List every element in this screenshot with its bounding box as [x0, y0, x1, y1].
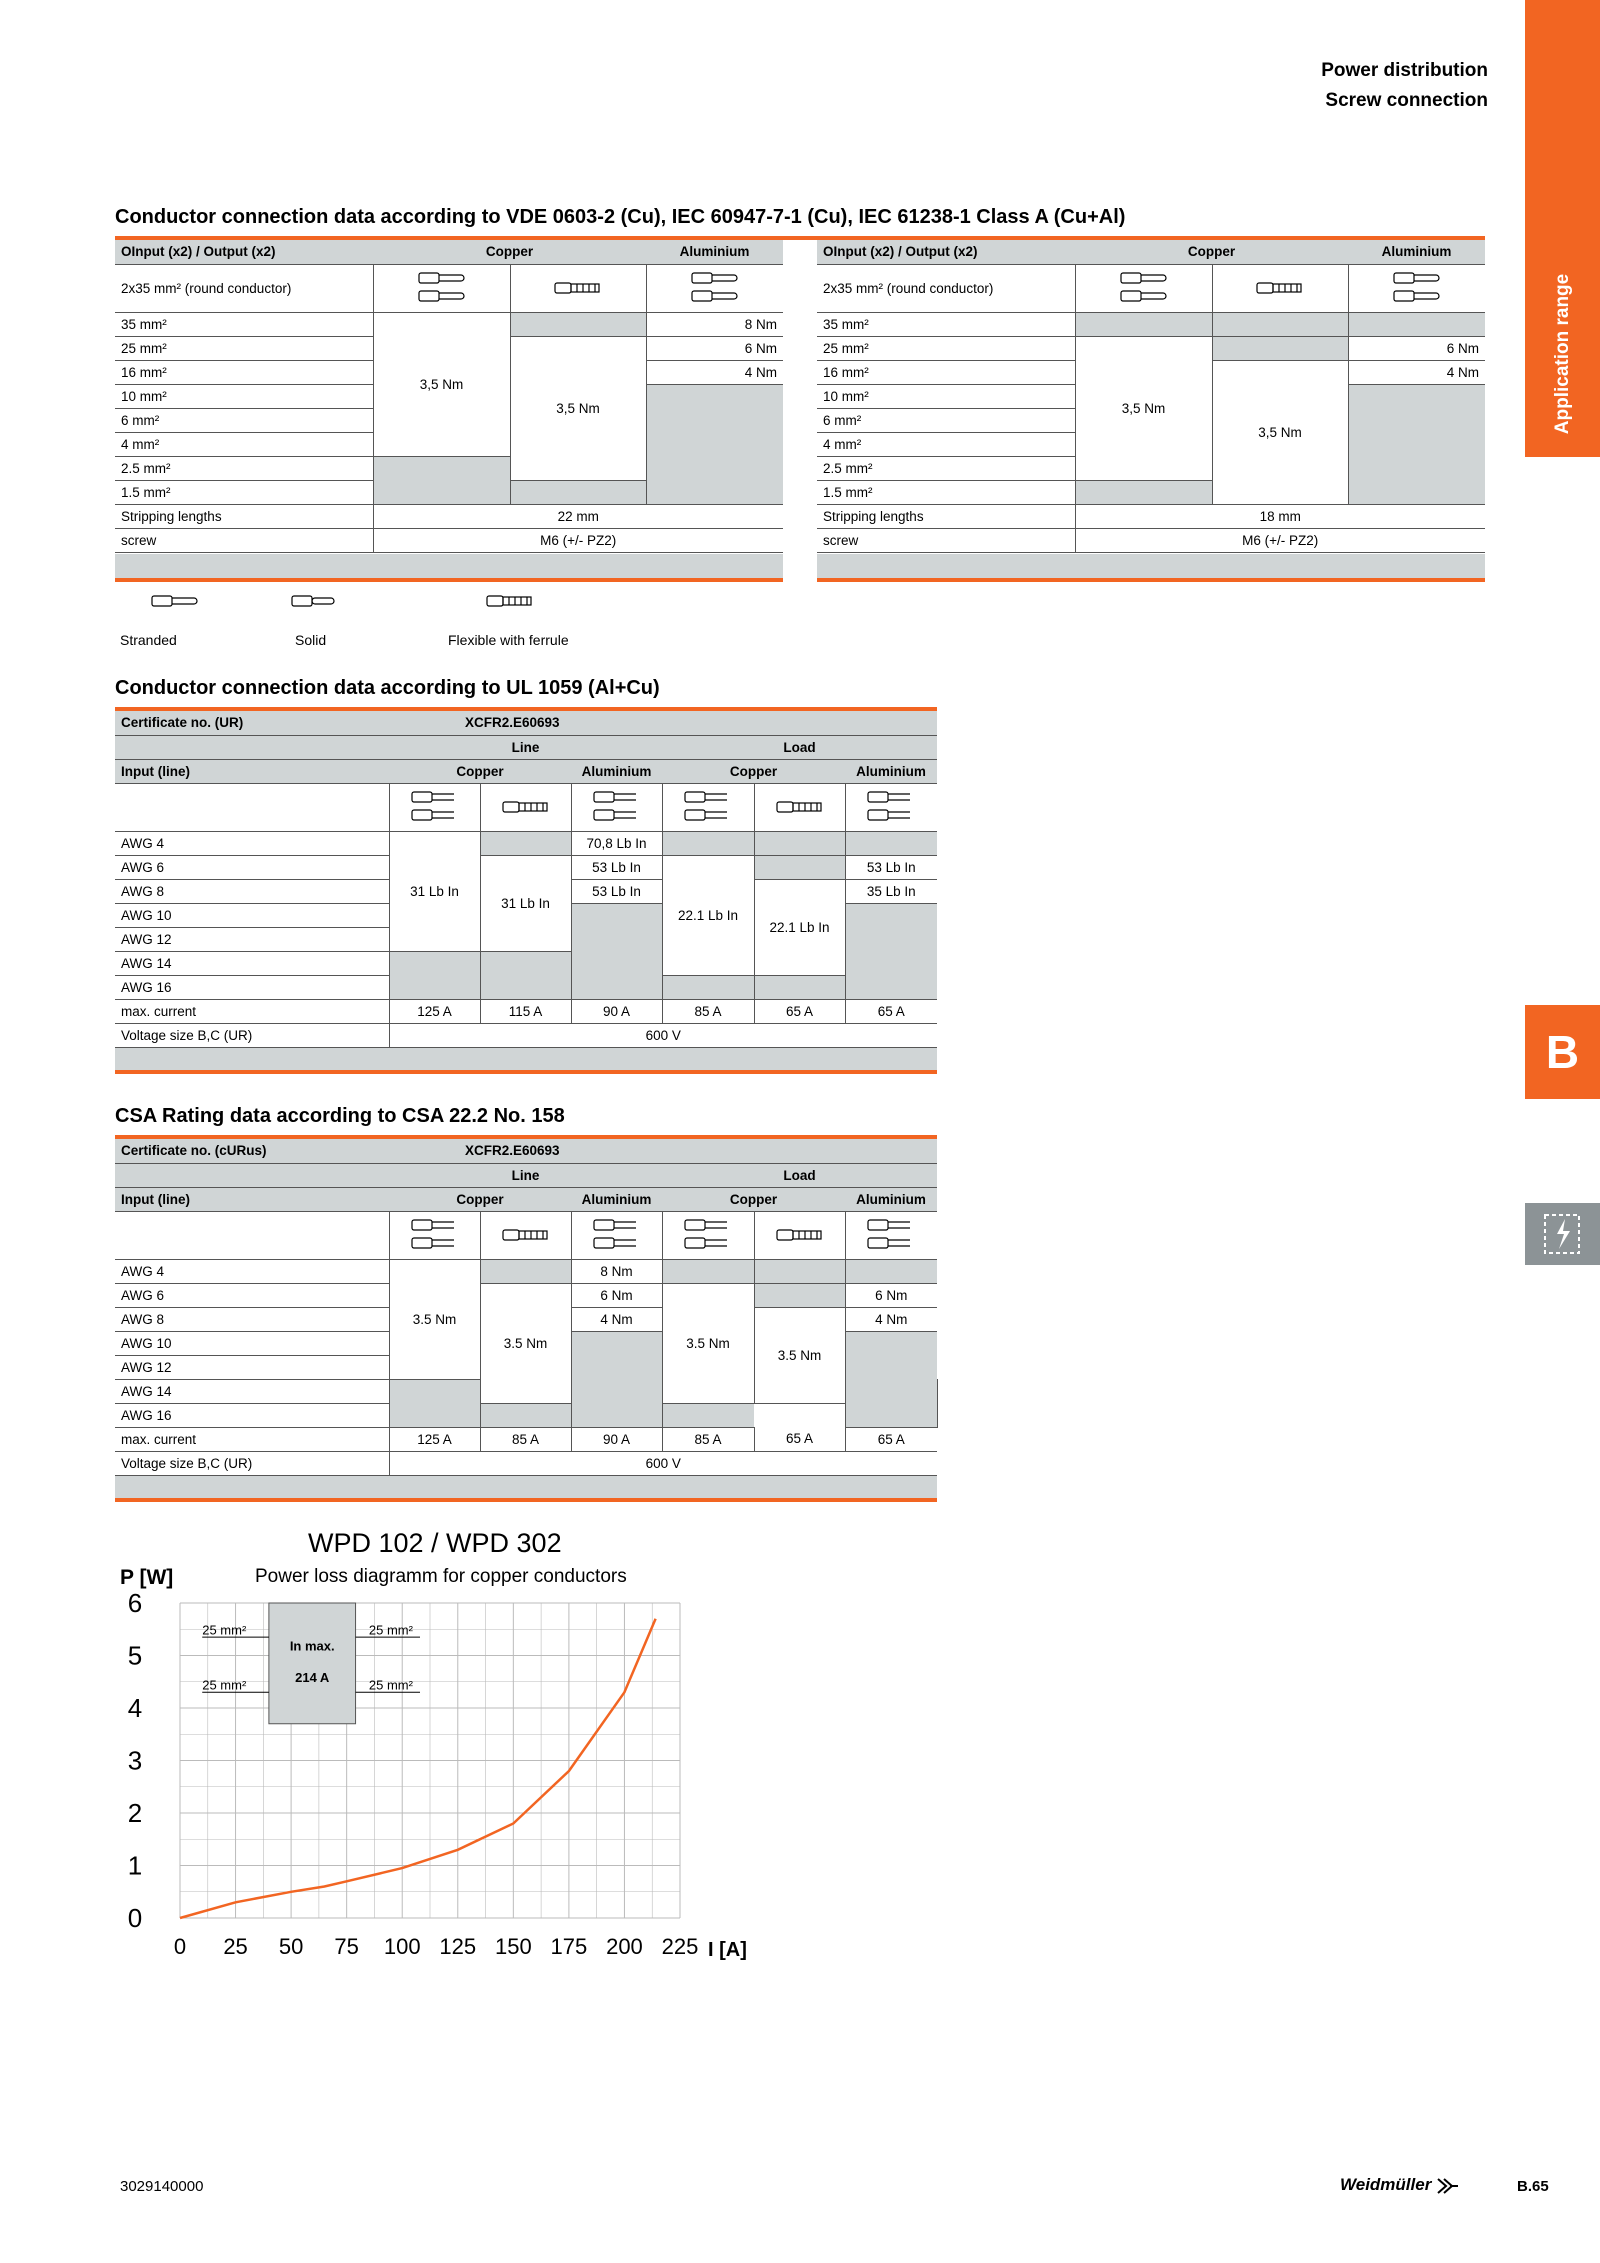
- vde-right-underline: [817, 578, 1485, 582]
- side-letter-b: B: [1525, 1005, 1600, 1099]
- box-left-bottom-label: 25 mm²: [202, 1677, 247, 1693]
- y-tick-label: 6: [127, 1588, 143, 1618]
- page-header: Power distribution Screw connection: [1321, 60, 1488, 111]
- ferrule-conductor-icon: [553, 279, 603, 297]
- footer-code: 3029140000: [120, 2178, 204, 2195]
- x-tick-label: 25: [223, 1934, 248, 1959]
- stranded-conductor-icon: [690, 270, 740, 306]
- chart-xlabel: I [A]: [708, 1939, 747, 1961]
- legend-solid: Solid: [295, 632, 327, 648]
- max-current-label: In max.: [289, 1638, 335, 1654]
- vde-right-band: [817, 554, 1485, 578]
- legend-ferrule: Flexible with ferrule: [448, 632, 569, 648]
- stranded-conductor-icon: [683, 1217, 733, 1253]
- stranded-conductor-icon: [1119, 270, 1169, 306]
- stranded-conductor-icon: [410, 789, 460, 825]
- y-tick-label: 1: [127, 1850, 143, 1881]
- csa-band: [115, 1476, 937, 1498]
- chart-grid: [180, 1603, 680, 1918]
- vde-title: Conductor connection data according to VDE 0603-2 (Cu), IEC 60947-7-1 (Cu), IEC 61238-1 Class A (Cu+Al): [115, 206, 1126, 228]
- x-tick-label: 150: [494, 1934, 532, 1959]
- stranded-conductor-icon: [866, 789, 916, 825]
- chart-current-box: [202, 1603, 420, 1724]
- x-tick-label: 225: [661, 1934, 699, 1959]
- box-right-bottom-label: 25 mm²: [368, 1677, 413, 1693]
- ferrule-conductor-icon: [1255, 279, 1305, 297]
- x-tick-label: 50: [278, 1934, 304, 1959]
- csa-underline: [115, 1498, 937, 1502]
- stranded-conductor-icon: [866, 1217, 916, 1253]
- chart-ticks: [128, 1588, 699, 1959]
- ferrule-conductor-icon: [775, 1226, 825, 1244]
- x-tick-label: 175: [550, 1934, 588, 1959]
- x-tick-label: 125: [439, 1934, 477, 1959]
- footer-brand: Weidmüller: [1340, 2175, 1460, 2195]
- ferrule-conductor-icon: [775, 798, 825, 816]
- stranded-conductor-icon: [683, 789, 733, 825]
- ul-underline: [115, 1070, 937, 1074]
- csa-table: Certificate no. (cURus) XCFR2.E60693 Line Load Input (line) Copper Aluminium Copper Aluminium AWG 4 3.5 Nm 8 Nm AWG 6 3.5 Nm 6 Nm 3.5 Nm 6 Nm AWG 8 4 Nm 3.5 Nm 4 Nm AWG 10 AWG 12 AWG 14 AWG 16 max. current 125 A 85 A 90 A 85 A 65 A 65 A Voltage size B,C (UR) 600 V: [115, 1139, 937, 1476]
- box-right-top-label: 25 mm²: [368, 1622, 413, 1638]
- x-tick-label: 0: [173, 1934, 187, 1959]
- y-tick-label: 0: [127, 1903, 143, 1933]
- ferrule-legend-icon: [485, 592, 535, 610]
- brand-logo-icon: [1436, 2177, 1460, 2195]
- y-tick-label: 2: [127, 1798, 143, 1828]
- box-left-top-label: 25 mm²: [202, 1622, 247, 1638]
- y-tick-label: 3: [127, 1745, 143, 1776]
- power-distribution-icon: [1525, 1203, 1600, 1265]
- legend-stranded: Stranded: [120, 632, 177, 648]
- max-current-value: 214 A: [295, 1669, 330, 1685]
- ul-title: Conductor connection data according to UL 1059 (Al+Cu): [115, 677, 660, 699]
- side-application-range: Application range: [1551, 273, 1573, 434]
- stranded-conductor-icon: [410, 1217, 460, 1253]
- chart-title: WPD 102 / WPD 302: [308, 1528, 562, 1558]
- chart-ylabel: P [W]: [120, 1566, 174, 1589]
- stranded-conductor-icon: [592, 1217, 642, 1253]
- x-tick-label: 200: [606, 1934, 643, 1959]
- ul-band: [115, 1048, 937, 1070]
- ferrule-conductor-icon: [501, 1226, 551, 1244]
- chart-series-power-loss: [180, 1619, 656, 1918]
- y-tick-label: 5: [127, 1640, 143, 1671]
- stranded-conductor-icon: [592, 789, 642, 825]
- ferrule-conductor-icon: [501, 798, 551, 816]
- ul-table: Certificate no. (UR) XCFR2.E60693 Line Load Input (line) Copper Aluminium Copper Aluminium AWG 4 31 Lb In 70,8 Lb In AWG 6 31 Lb In 53 Lb In 22.1 Lb In 53 Lb In AWG 8 53 Lb In 22.1 Lb In 35 Lb In AWG 10 AWG 12 AWG 14 AWG 16 max. current 125 A 115 A 90 A 85 A 65 A 65 A Voltage size B,C (UR) 600 V: [115, 711, 937, 1048]
- vde-left-band: [115, 554, 783, 578]
- stranded-legend-icon: [150, 592, 200, 610]
- stranded-conductor-icon: [1392, 270, 1442, 306]
- solid-legend-icon: [290, 592, 340, 610]
- vde-table-right: OInput (x2) / Output (x2) Copper Aluminium 2x35 mm² (round conductor) 35 mm² 25 mm² 3,5 Nm 6 Nm 16 mm² 3,5 Nm 4 Nm 10 mm² 6 mm² 4 mm² 2.5 mm² 1.5 mm² Stripping lengths 18 mm screw M6 (+/- PZ2): [817, 240, 1485, 553]
- max-current-box: [269, 1603, 356, 1724]
- vde-left-underline: [115, 578, 783, 582]
- x-tick-label: 100: [383, 1934, 421, 1959]
- csa-title: CSA Rating data according to CSA 22.2 No. 158: [115, 1105, 565, 1127]
- power-loss-chart: [100, 1520, 800, 1980]
- vde-table-left: OInput (x2) / Output (x2) Copper Aluminium 2x35 mm² (round conductor) 35 mm² 3,5 Nm 8 Nm 25 mm² 3,5 Nm 6 Nm 16 mm² 4 Nm 10 mm² 6 mm² 4 mm² 2.5 mm² 1.5 mm² Stripping lengths 22 mm screw M6 (+/- PZ2): [115, 240, 783, 553]
- chart-subtitle: Power loss diagramm for copper conductors: [255, 1566, 627, 1587]
- x-tick-label: 75: [334, 1934, 359, 1959]
- y-tick-label: 4: [127, 1693, 143, 1723]
- footer-page: B.65: [1517, 2178, 1549, 2195]
- stranded-conductor-icon: [417, 270, 467, 306]
